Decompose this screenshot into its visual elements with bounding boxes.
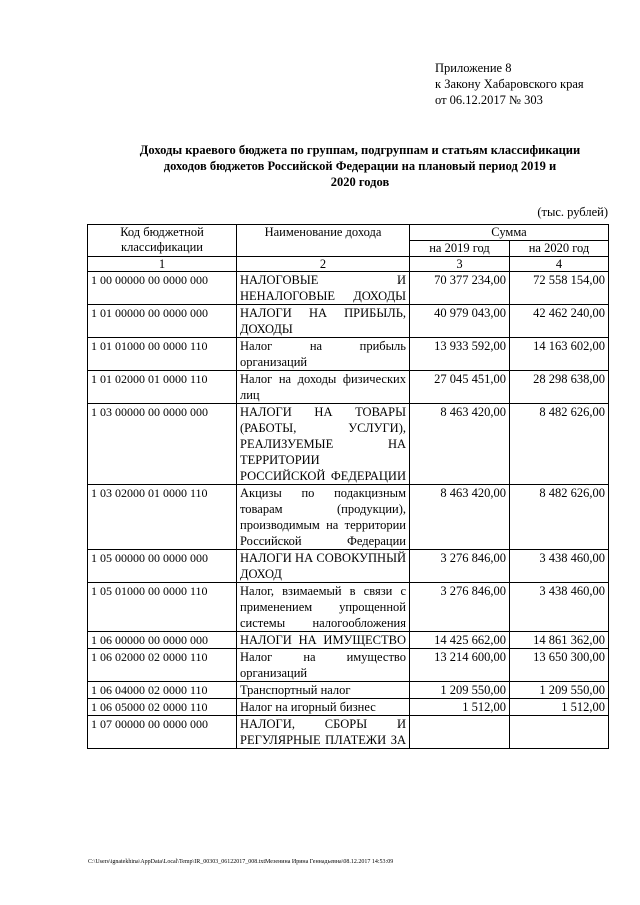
table-row <box>88 583 609 632</box>
row-name: НАЛОГИ НА ТОВАРЫ (РАБОТЫ, УСЛУГИ), РЕАЛИЗУЕМЫЕ НА ТЕРРИТОРИИ РОССИЙСКОЙ ФЕДЕРАЦИИ <box>237 404 410 485</box>
table-row <box>88 632 609 649</box>
row-name: НАЛОГИ НА ПРИБЫЛЬ, ДОХОДЫ <box>237 305 410 338</box>
header-2019: на 2019 год <box>410 241 510 257</box>
row-amount-2020: 28 298 638,00 <box>510 371 609 404</box>
row-amount-2020: 3 438 460,00 <box>510 583 609 632</box>
column-number: 1 <box>88 257 237 272</box>
header-2020: на 2020 год <box>510 241 609 257</box>
document-title <box>100 142 620 190</box>
row-name: Налог на прибыль организаций <box>237 338 410 371</box>
row-amount-2019: 1 512,00 <box>410 699 510 716</box>
table-row <box>88 338 609 371</box>
column-number: 4 <box>510 257 609 272</box>
row-amount-2020: 1 209 550,00 <box>510 682 609 699</box>
row-name: НАЛОГИ, СБОРЫ И РЕГУЛЯРНЫЕ ПЛАТЕЖИ ЗА <box>237 716 410 749</box>
column-number: 3 <box>410 257 510 272</box>
row-amount-2020: 14 163 602,00 <box>510 338 609 371</box>
row-code: 1 01 02000 01 0000 110 <box>88 371 237 404</box>
revenue-table <box>87 224 609 749</box>
row-amount-2019: 3 276 846,00 <box>410 583 510 632</box>
row-code: 1 06 05000 02 0000 110 <box>88 699 237 716</box>
row-code: 1 06 04000 02 0000 110 <box>88 682 237 699</box>
table-row <box>88 699 609 716</box>
row-name: Транспортный налог <box>237 682 410 699</box>
table-row <box>88 371 609 404</box>
row-code: 1 03 00000 00 0000 000 <box>88 404 237 485</box>
row-amount-2019: 70 377 234,00 <box>410 272 510 305</box>
row-name: Налог на игорный бизнес <box>237 699 410 716</box>
row-amount-2019: 3 276 846,00 <box>410 550 510 583</box>
row-code: 1 01 01000 00 0000 110 <box>88 338 237 371</box>
row-amount-2019: 1 209 550,00 <box>410 682 510 699</box>
row-name: НАЛОГИ НА ИМУЩЕСТВО <box>237 632 410 649</box>
column-number: 2 <box>237 257 410 272</box>
row-code: 1 06 02000 02 0000 110 <box>88 649 237 682</box>
header-sum: Сумма <box>410 225 609 241</box>
row-name: Налог, взимаемый в связи с применением упрощенной системы налогообложения <box>237 583 410 632</box>
row-amount-2019: 13 214 600,00 <box>410 649 510 682</box>
header-name: Наименование дохода <box>237 225 410 257</box>
row-amount-2020: 8 482 626,00 <box>510 485 609 550</box>
row-code: 1 01 00000 00 0000 000 <box>88 305 237 338</box>
header-code: Код бюджетной классификации <box>88 225 237 257</box>
row-code: 1 05 01000 00 0000 110 <box>88 583 237 632</box>
appendix-block <box>435 60 635 108</box>
table-row <box>88 550 609 583</box>
row-amount-2019: 40 979 043,00 <box>410 305 510 338</box>
appendix-line: Приложение 8 <box>435 61 512 75</box>
row-code: 1 06 00000 00 0000 000 <box>88 632 237 649</box>
table-row <box>88 485 609 550</box>
row-code: 1 03 02000 01 0000 110 <box>88 485 237 550</box>
title-line-2: доходов бюджетов Российской Федерации на плановый период 2019 и <box>163 159 557 173</box>
row-name: Налог на доходы физических лиц <box>237 371 410 404</box>
row-amount-2019: 14 425 662,00 <box>410 632 510 649</box>
row-code: 1 05 00000 00 0000 000 <box>88 550 237 583</box>
row-amount-2020: 42 462 240,00 <box>510 305 609 338</box>
appendix-law-line: к Закону Хабаровского края <box>435 77 584 91</box>
table-row <box>88 272 609 305</box>
row-code: 1 07 00000 00 0000 000 <box>88 716 237 749</box>
table-row <box>88 305 609 338</box>
row-name: НАЛОГОВЫЕ И НЕНАЛОГОВЫЕ ДОХОДЫ <box>237 272 410 305</box>
appendix-date-line: от 06.12.2017 № 303 <box>435 93 543 107</box>
table-row <box>88 682 609 699</box>
row-amount-2020: 13 650 300,00 <box>510 649 609 682</box>
title-line-1: Доходы краевого бюджета по группам, подгруппам и статьям классификации <box>139 143 581 157</box>
row-amount-2019: 8 463 420,00 <box>410 404 510 485</box>
row-amount-2019: 8 463 420,00 <box>410 485 510 550</box>
row-name: НАЛОГИ НА СОВОКУПНЫЙ ДОХОД <box>237 550 410 583</box>
row-amount-2020: 72 558 154,00 <box>510 272 609 305</box>
row-amount-2020: 14 861 362,00 <box>510 632 609 649</box>
table-row <box>88 404 609 485</box>
units-label: (тыс. рублей) <box>537 205 608 219</box>
row-amount-2020: 3 438 460,00 <box>510 550 609 583</box>
row-amount-2019: 13 933 592,00 <box>410 338 510 371</box>
row-amount-2019: 27 045 451,00 <box>410 371 510 404</box>
row-name: Налог на имущество организаций <box>237 649 410 682</box>
table-row <box>88 716 609 749</box>
file-path-footer: C:\Users\ignatekhina\AppData\Local\Temp\IR_00303_06122017_008.txtМезенина Ирина Геннадьевна\08.12.2017 14:53:09 <box>88 859 394 865</box>
row-amount-2020: 1 512,00 <box>510 699 609 716</box>
row-amount-2019 <box>410 716 510 749</box>
table-row <box>88 649 609 682</box>
row-name: Акцизы по подакцизным товарам (продукции), производимым на территории Российской Федерации <box>237 485 410 550</box>
title-line-3: 2020 годов <box>330 175 390 189</box>
row-code: 1 00 00000 00 0000 000 <box>88 272 237 305</box>
row-amount-2020: 8 482 626,00 <box>510 404 609 485</box>
row-amount-2020 <box>510 716 609 749</box>
